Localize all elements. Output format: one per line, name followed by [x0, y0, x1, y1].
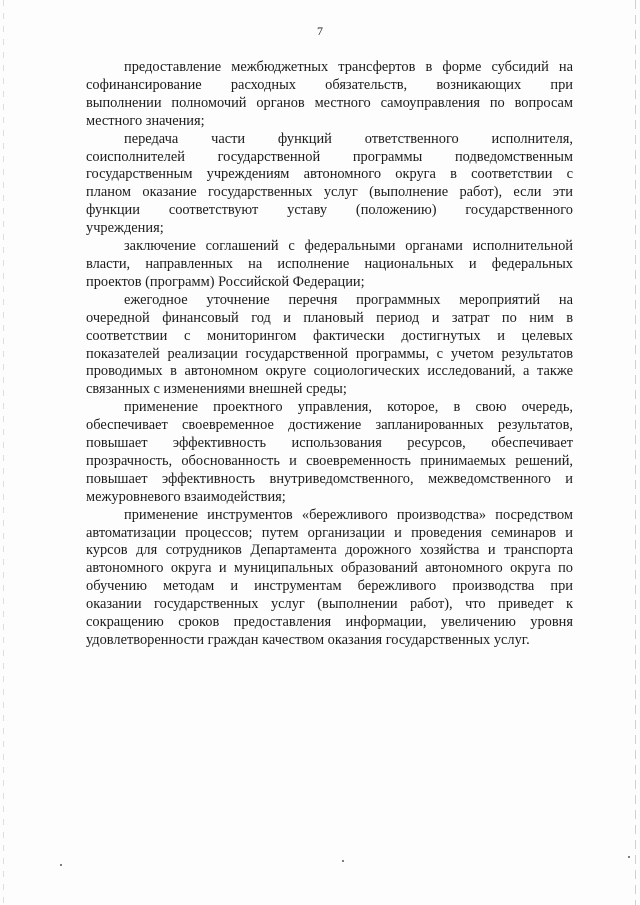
paragraph	[86, 292, 573, 399]
text-line: предоставление межбюджетных трансфертов в форме субсидий на	[124, 59, 573, 75]
text-line: повышает эффективность использования ресурсов, обеспечивает	[86, 435, 573, 452]
text-line: межуровневого взаимодействия;	[86, 488, 286, 505]
paragraph	[86, 131, 573, 238]
text-line: власти, направленных на исполнение национальных и федеральных	[86, 255, 573, 272]
text-line: проводимых в автономном округе социологических исследований, а также	[86, 363, 573, 380]
text-line: автономного округа и муниципальных образований автономного округа по	[86, 560, 573, 577]
text-line: удовлетворенности граждан качеством оказания государственных услуг.	[86, 632, 530, 648]
text-line: применение проектного управления, которое, в свою очередь,	[124, 399, 573, 416]
text-line: местного значения;	[86, 112, 205, 129]
text-line: учреждения;	[86, 220, 164, 237]
scan-speck	[60, 864, 62, 866]
scan-speck	[342, 860, 344, 862]
text-line: заключение соглашений с федеральными органами исполнительной	[124, 238, 573, 255]
body-text	[86, 59, 573, 650]
text-line: планом оказание государственных услуг (выполнение работ), если эти	[86, 184, 573, 201]
text-line: проектов (программ) Российской Федерации;	[86, 273, 365, 290]
text-line: курсов для сотрудников Департамента дорожного хозяйства и транспорта	[86, 542, 573, 559]
text-line: связанных с изменениями внешней среды;	[86, 381, 347, 398]
text-line: автоматизации процессов; путем организации и проведения семинаров и	[86, 524, 573, 541]
text-line: повышает эффективность внутриведомственного, межведомственного и	[86, 470, 573, 487]
text-line: сокращению сроков предоставления информации, увеличению уровня	[86, 614, 573, 631]
text-line: государственным учреждениям автономного округа в соответствии с	[86, 166, 573, 183]
scan-edge-right	[635, 0, 636, 905]
text-line: оказании государственных услуг (выполнении работ), что приведет к	[86, 596, 573, 613]
paragraph	[86, 507, 573, 650]
text-line: передача части функций ответственного исполнителя,	[124, 130, 573, 147]
paragraph	[86, 399, 573, 506]
text-line: очередной финансовый год и плановый период и затрат по ним в	[86, 309, 573, 326]
paragraph	[86, 59, 573, 131]
text-line: прозрачность, обоснованность и своевременность принимаемых решений,	[86, 452, 573, 469]
page-number: 7	[317, 24, 323, 38]
text-line: соответствии с мониторингом фактически достигнутых и целевых	[86, 327, 573, 344]
text-line: обучению методам и инструментам бережливого производства при	[86, 578, 573, 595]
scan-speck	[628, 856, 630, 858]
text-line: обеспечивает своевременное достижение запланированных результатов,	[86, 417, 573, 434]
text-line: софинансирование расходных обязательств, возникающих при	[86, 76, 573, 93]
text-line: функции соответствуют уставу (положению) государственного	[86, 202, 573, 219]
scan-edge-left	[3, 0, 4, 905]
text-line: соисполнителей государственной программы подведомственным	[86, 148, 573, 165]
paragraph	[86, 238, 573, 292]
text-line: показателей реализации государственной программы, с учетом результатов	[86, 345, 573, 362]
text-line: применение инструментов «бережливого производства» посредством	[124, 506, 573, 523]
text-line: выполнении полномочий органов местного самоуправления по вопросам	[86, 94, 573, 111]
text-line: ежегодное уточнение перечня программных мероприятий на	[124, 291, 573, 308]
